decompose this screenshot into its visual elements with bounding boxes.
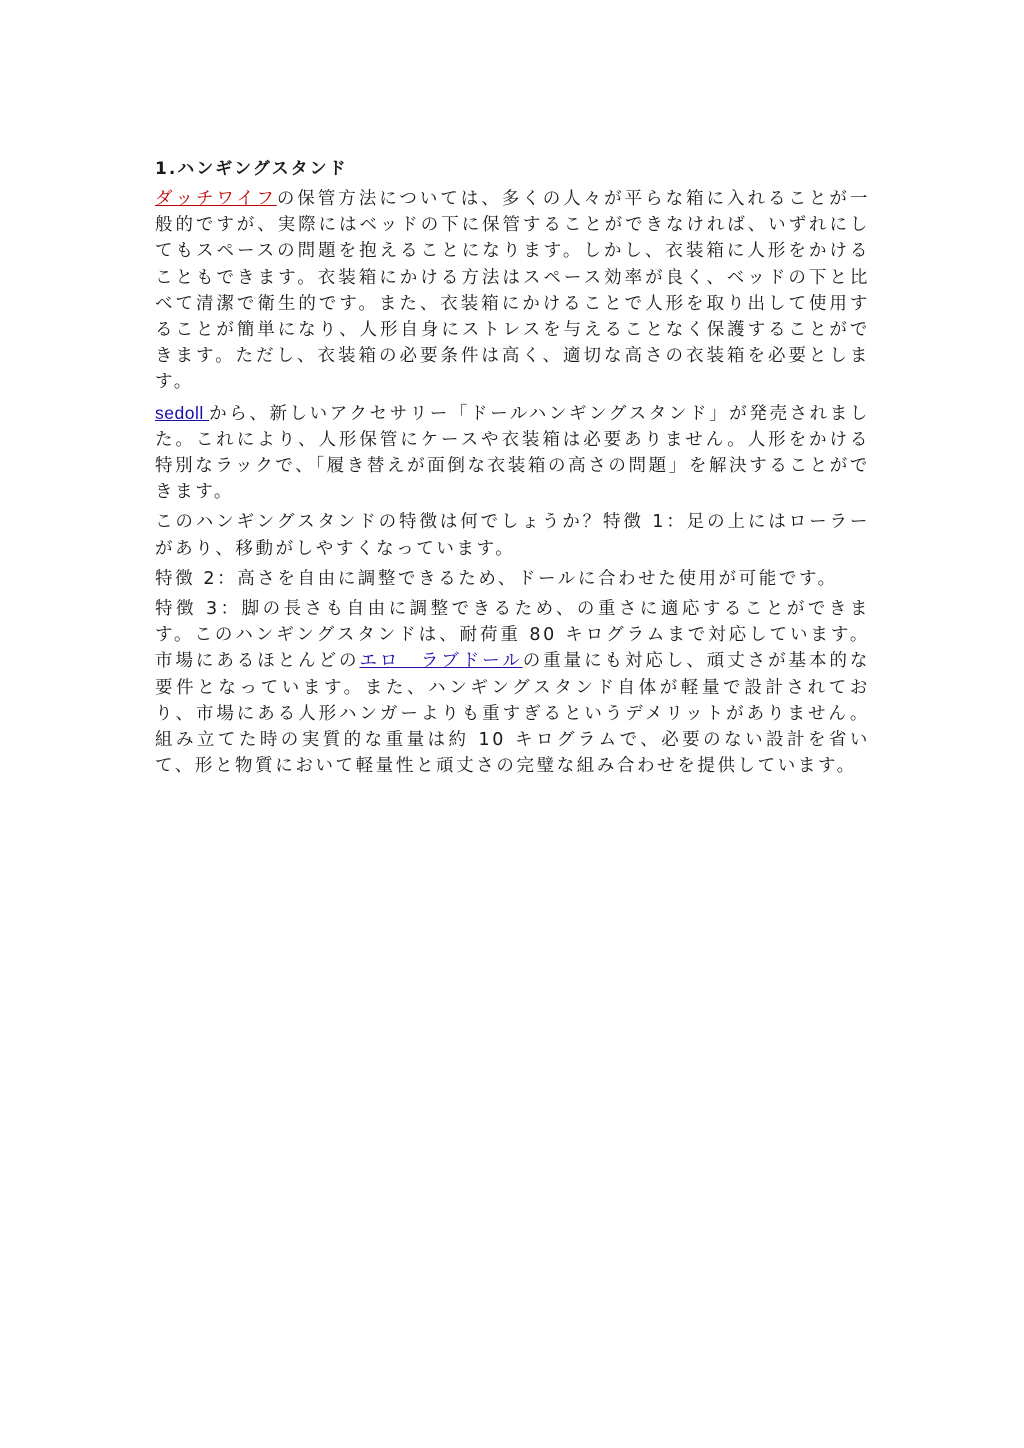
paragraph-feature-2 [155,566,870,592]
paragraph-text: から、新しいアクセサリー「ドールハンギングスタンド」が発売されました。これにより、人形保管にケースや衣装箱は必要ありません。人形をかける特別なラックで、「履き替えが面倒な衣装箱の高さの問題」を解決することができます。 [155,403,871,503]
paragraph-storage-methods [155,186,870,396]
paragraph-text: 特徴 2：高さを自由に調整できるため、ドールに合わせた使用が可能です。 [155,568,838,589]
paragraph-sedoll-release [155,400,870,506]
paragraph-feature-3 [155,596,870,779]
paragraph-text: の重量にも対応し、頑丈さが基本的な要件となっています。また、ハンギングスタンド自体が軽量で設計されており、市場にある人形ハンガーよりも重すぎるというデメリットがありません。組み立てた時の実質的な重量は約 10 キログラムで、必要のない設計を省いて、形と物質において軽量性と頑丈さの完璧な組み合わせを提供しています。 [155,651,871,777]
document-page [155,156,870,783]
dutch-wife-link[interactable]: ダッチワイフ [155,189,277,209]
paragraph-text: このハンギングスタンドの特徴は何でしょうか？特徴 1：足の上にはローラーがあり、移動がしやすくなっています。 [155,512,870,559]
paragraph-text: 特徴 3：脚の長さも自由に調整できるため、の重さに適応することができます。このハンギングスタンドは、耐荷重 80 キログラムまで対応しています。市場にあるほとんどの [155,599,870,672]
paragraph-feature-1 [155,509,870,561]
love-doll-link[interactable]: エロ ラブドール [359,651,523,672]
paragraph-text: の保管方法については、多くの人々が平らな箱に入れることが一般的ですが、実際にはベッドの下に保管することができなければ、いずれにしてもスペースの問題を抱えることになります。しかし、衣装箱に人形をかけることもできます。衣装箱にかける方法はスペース効率が良く、ベッドの下と比べて清潔で衛生的です。また、衣装箱にかけることで人形を取り出して使用することが簡単になり、人形自身にストレスを与えることなく保護することができます。ただし、衣装箱の必要条件は高く、適切な高さの衣装箱を必要とします。 [155,189,870,393]
section-heading: 1.ハンギングスタンド [155,159,348,179]
sedoll-link[interactable]: sedoll [155,402,210,423]
